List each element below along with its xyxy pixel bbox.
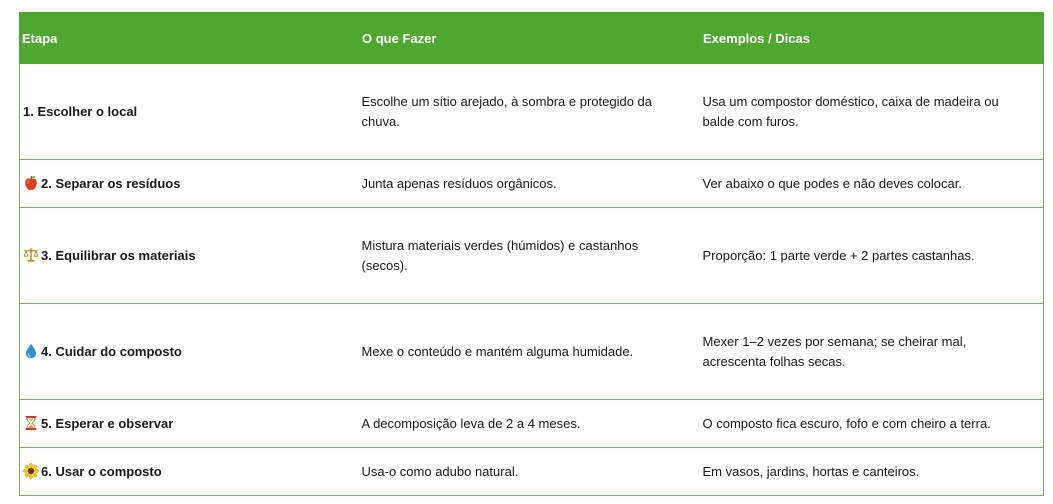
composting-steps-table-wrapper (19, 12, 1043, 496)
tips-cell: Em vasos, jardins, hortas e canteiros. (702, 448, 1044, 496)
sunflower-icon (23, 463, 39, 479)
step-cell (20, 304, 361, 400)
column-header-what: O que Fazer (361, 13, 702, 64)
tips-cell: Proporção: 1 parte verde + 2 partes castanhas. (702, 208, 1044, 304)
table-body (20, 64, 1044, 496)
apple-icon (23, 175, 39, 191)
tips-cell: O composto fica escuro, fofo e com cheiro a terra. (702, 400, 1044, 448)
table-row (20, 208, 1044, 304)
step-cell (20, 64, 361, 160)
step-cell (20, 448, 361, 496)
table-row (20, 160, 1044, 208)
column-header-step: Etapa (20, 13, 361, 64)
header-row (20, 13, 1044, 64)
what-cell: Mistura materiais verdes (húmidos) e castanhos (secos). (361, 208, 702, 304)
tips-cell: Mexer 1–2 vezes por semana; se cheirar mal, acrescenta folhas secas. (702, 304, 1044, 400)
table-row (20, 64, 1044, 160)
step-label: 4. Cuidar do composto (41, 343, 182, 359)
step-cell (20, 208, 361, 304)
table-row (20, 400, 1044, 448)
step-label: 5. Esperar e observar (41, 415, 174, 431)
composting-steps-table (19, 12, 1044, 496)
table-row (20, 304, 1044, 400)
step-cell (20, 160, 361, 208)
step-label: 3. Equilibrar os materiais (41, 247, 196, 263)
table-row (20, 448, 1044, 496)
step-label: 6. Usar o composto (41, 463, 162, 479)
column-header-tips: Exemplos / Dicas (702, 13, 1044, 64)
what-cell: Junta apenas resíduos orgânicos. (361, 160, 702, 208)
step-label: 1. Escolher o local (23, 103, 138, 119)
hourglass-icon (23, 415, 39, 431)
what-cell: Escolhe um sítio arejado, à sombra e protegido da chuva. (361, 64, 702, 160)
tips-cell: Ver abaixo o que podes e não deves colocar. (702, 160, 1044, 208)
table-header (20, 13, 1044, 64)
step-label: 2. Separar os resíduos (41, 175, 181, 191)
what-cell: Usa-o como adubo natural. (361, 448, 702, 496)
what-cell: A decomposição leva de 2 a 4 meses. (361, 400, 702, 448)
water-drop-icon (23, 343, 39, 359)
step-cell (20, 400, 361, 448)
balance-scale-icon (23, 247, 39, 263)
tips-cell: Usa um compostor doméstico, caixa de madeira ou balde com furos. (702, 64, 1044, 160)
what-cell: Mexe o conteúdo e mantém alguma humidade. (361, 304, 702, 400)
